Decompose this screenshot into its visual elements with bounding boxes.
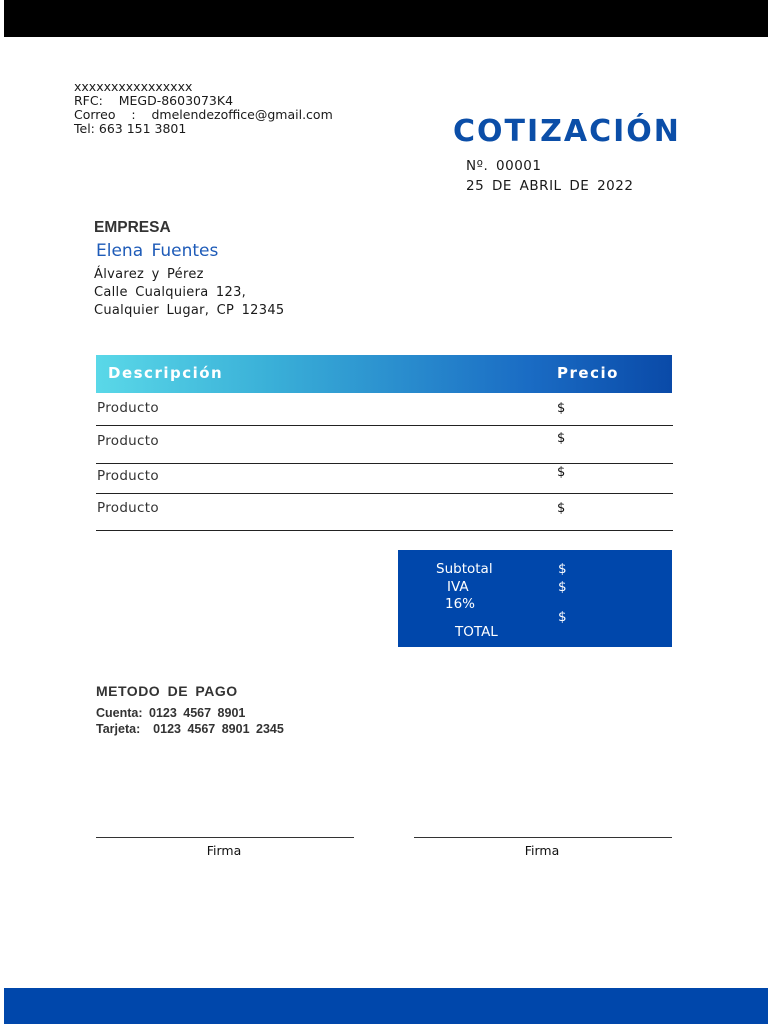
table-row-price: $	[557, 401, 566, 416]
sender-info	[74, 80, 333, 136]
client-address-line: Álvarez y Pérez	[94, 267, 204, 282]
row-divider	[96, 425, 673, 426]
client-address	[94, 266, 284, 320]
column-header-price: Precio	[557, 364, 619, 382]
document-date: 25 DE ABRIL DE 2022	[466, 178, 634, 194]
totals-box	[398, 550, 672, 647]
column-header-description: Descripción	[108, 364, 224, 382]
sender-rfc: RFC: MEGD-8603073K4	[74, 93, 234, 108]
document-title: COTIZACIÓN	[453, 114, 681, 149]
subtotal-value: $	[558, 561, 567, 577]
document-number: Nº. 00001	[466, 158, 542, 174]
iva-value: $	[558, 579, 567, 595]
signature-label-left: Firma	[206, 843, 242, 858]
table-row-price: $	[557, 431, 566, 446]
payment-account: Cuenta: 0123 4567 8901	[96, 706, 246, 720]
sender-name: xxxxxxxxxxxxxxxx	[74, 79, 193, 94]
table-row-description: Producto	[97, 433, 159, 449]
iva-label: IVA	[447, 579, 469, 595]
row-divider	[96, 463, 673, 464]
document-meta	[466, 156, 633, 196]
row-divider	[96, 493, 673, 494]
top-banner	[4, 0, 768, 37]
client-address-line: Cualquier Lugar, CP 12345	[94, 303, 285, 318]
table-row-description: Producto	[97, 500, 159, 516]
total-value: $	[558, 609, 567, 625]
sender-email: Correo : dmelendezoffice@gmail.com	[74, 107, 333, 122]
payment-card: Tarjeta: 0123 4567 8901 2345	[96, 722, 284, 736]
bottom-banner	[4, 988, 768, 1024]
iva-rate: 16%	[445, 596, 476, 612]
table-row-description: Producto	[97, 468, 159, 484]
table-row-price: $	[557, 501, 566, 516]
client-name: Elena Fuentes	[96, 241, 219, 261]
client-address-line: Calle Cualquiera 123,	[94, 285, 247, 300]
company-label: EMPRESA	[94, 219, 171, 236]
total-label: TOTAL	[455, 624, 498, 640]
signature-label-right: Firma	[524, 843, 560, 858]
signature-line-right	[414, 837, 672, 838]
payment-method-label: METODO DE PAGO	[96, 683, 238, 699]
signature-line-left	[96, 837, 354, 838]
sender-phone: Tel: 663 151 3801	[74, 121, 187, 136]
subtotal-label: Subtotal	[436, 561, 493, 577]
table-row-price: $	[557, 465, 566, 480]
row-divider	[96, 530, 673, 531]
table-row-description: Producto	[97, 400, 159, 416]
